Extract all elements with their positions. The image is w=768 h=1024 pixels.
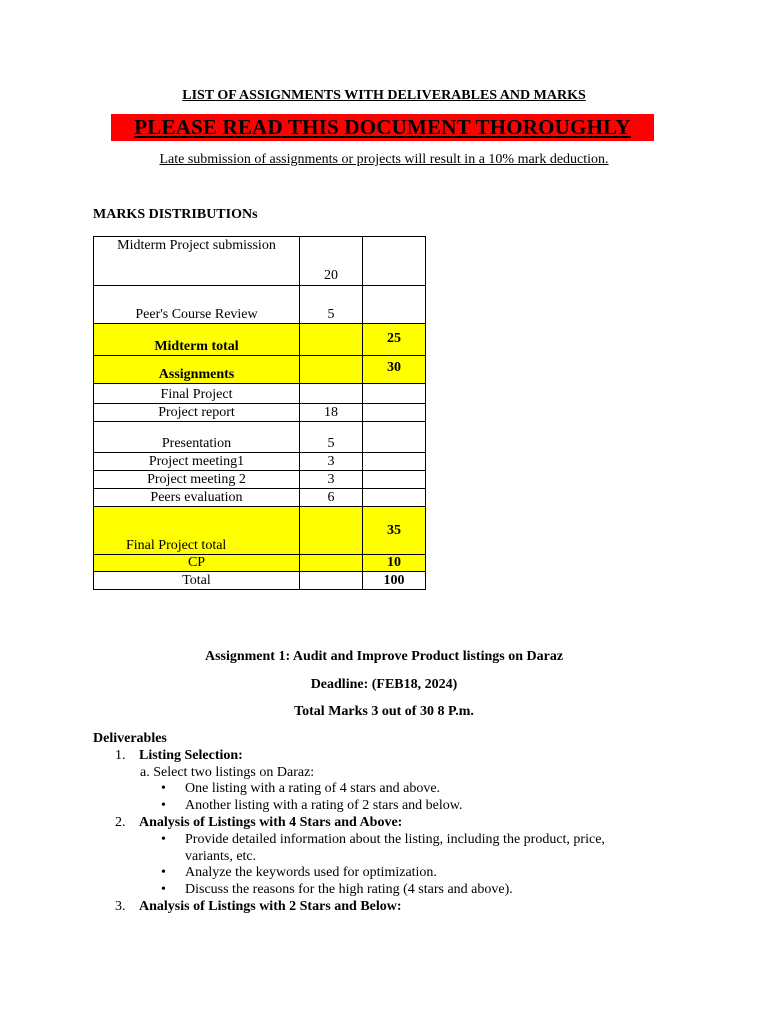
row-label: Assignments bbox=[94, 356, 300, 384]
list-item-label: Listing Selection: bbox=[139, 747, 243, 763]
row-total bbox=[363, 384, 426, 404]
bullet-item bbox=[93, 781, 693, 798]
bullet-icon: • bbox=[161, 781, 166, 797]
assignment-title: Assignment 1: Audit and Improve Product listings on Daraz bbox=[204, 649, 564, 664]
late-submission-notice: Late submission of assignments or projects will result in a 10% mark deduction. bbox=[159, 152, 609, 167]
row-value: 3 bbox=[300, 471, 363, 489]
row-total bbox=[363, 422, 426, 453]
row-value: 3 bbox=[300, 453, 363, 471]
row-label-text: Midterm Project submission bbox=[117, 238, 276, 253]
row-total bbox=[363, 404, 426, 422]
row-label: Final Project bbox=[94, 384, 300, 404]
row-label: Project report bbox=[94, 404, 300, 422]
list-item bbox=[93, 748, 693, 765]
marks-table bbox=[93, 236, 426, 590]
deliverables-title: Deliverables bbox=[93, 731, 167, 746]
row-value bbox=[300, 324, 363, 356]
row-value bbox=[300, 555, 363, 572]
row-total bbox=[363, 286, 426, 324]
row-total: 25 bbox=[363, 324, 426, 356]
row-value bbox=[300, 572, 363, 590]
row-label: CP bbox=[94, 555, 300, 572]
bullet-text: One listing with a rating of 4 stars and above. bbox=[185, 781, 441, 797]
row-total bbox=[363, 471, 426, 489]
list-number: 1. bbox=[115, 747, 126, 763]
deliverables-section bbox=[93, 731, 693, 916]
table-row bbox=[94, 404, 426, 422]
table-row bbox=[94, 356, 426, 384]
table-row bbox=[94, 237, 426, 286]
bullet-icon: • bbox=[161, 882, 166, 898]
row-label bbox=[94, 237, 300, 286]
bullet-text: variants, etc. bbox=[185, 848, 257, 864]
table-row bbox=[94, 324, 426, 356]
bullet-text: Provide detailed information about the listing, including the product, price, bbox=[185, 831, 605, 847]
row-total bbox=[363, 489, 426, 507]
row-label: Midterm total bbox=[94, 324, 300, 356]
row-total: 100 bbox=[363, 572, 426, 590]
bullet-icon: • bbox=[161, 798, 166, 814]
warning-banner: PLEASE READ THIS DOCUMENT THOROUGHLY bbox=[111, 114, 654, 141]
bullet-text: Discuss the reasons for the high rating (4 stars and above). bbox=[185, 882, 513, 898]
row-label: Peers evaluation bbox=[94, 489, 300, 507]
row-value: 6 bbox=[300, 489, 363, 507]
marks-distribution-title: MARKS DISTRIBUTIONs bbox=[93, 207, 258, 222]
bullet-text: Analyze the keywords used for optimization. bbox=[185, 865, 437, 881]
bullet-item bbox=[93, 882, 693, 899]
bullet-icon: • bbox=[161, 831, 166, 847]
row-label: Project meeting1 bbox=[94, 453, 300, 471]
row-value: 18 bbox=[300, 404, 363, 422]
row-value: 5 bbox=[300, 286, 363, 324]
bullet-continuation bbox=[93, 849, 693, 866]
row-value: 20 bbox=[300, 237, 363, 286]
row-total bbox=[363, 237, 426, 286]
table-row bbox=[94, 453, 426, 471]
row-value: 5 bbox=[300, 422, 363, 453]
row-label: Total bbox=[94, 572, 300, 590]
row-value bbox=[300, 384, 363, 404]
table-row bbox=[94, 572, 426, 590]
table-row bbox=[94, 489, 426, 507]
list-item bbox=[93, 899, 693, 916]
list-number: 2. bbox=[115, 814, 126, 830]
table-row bbox=[94, 384, 426, 404]
list-item-label: Analysis of Listings with 4 Stars and Above: bbox=[139, 814, 403, 830]
table-row bbox=[94, 555, 426, 572]
list-item-label: Analysis of Listings with 2 Stars and Below: bbox=[139, 898, 402, 914]
document-title: LIST OF ASSIGNMENTS WITH DELIVERABLES AND MARKS bbox=[182, 88, 586, 103]
sub-item: a. Select two listings on Daraz: bbox=[140, 764, 315, 780]
list-item bbox=[93, 815, 693, 832]
table-row bbox=[94, 286, 426, 324]
row-total: 10 bbox=[363, 555, 426, 572]
row-total: 35 bbox=[363, 507, 426, 555]
row-total: 30 bbox=[363, 356, 426, 384]
row-value bbox=[300, 507, 363, 555]
row-total bbox=[363, 453, 426, 471]
table-row bbox=[94, 471, 426, 489]
row-label: Project meeting 2 bbox=[94, 471, 300, 489]
bullet-item bbox=[93, 832, 693, 849]
bullet-text: Another listing with a rating of 2 stars and below. bbox=[185, 798, 463, 814]
bullet-item bbox=[93, 865, 693, 882]
bullet-icon: • bbox=[161, 865, 166, 881]
table-row bbox=[94, 422, 426, 453]
list-number: 3. bbox=[115, 898, 126, 914]
assignment-total-marks: Total Marks 3 out of 30 8 P.m. bbox=[294, 704, 474, 719]
assignment-deadline: Deadline: (FEB18, 2024) bbox=[310, 677, 458, 692]
row-label: Presentation bbox=[94, 422, 300, 453]
row-value bbox=[300, 356, 363, 384]
bullet-item bbox=[93, 798, 693, 815]
row-label: Peer's Course Review bbox=[94, 286, 300, 324]
row-label: Final Project total bbox=[94, 507, 300, 555]
table-row bbox=[94, 507, 426, 555]
